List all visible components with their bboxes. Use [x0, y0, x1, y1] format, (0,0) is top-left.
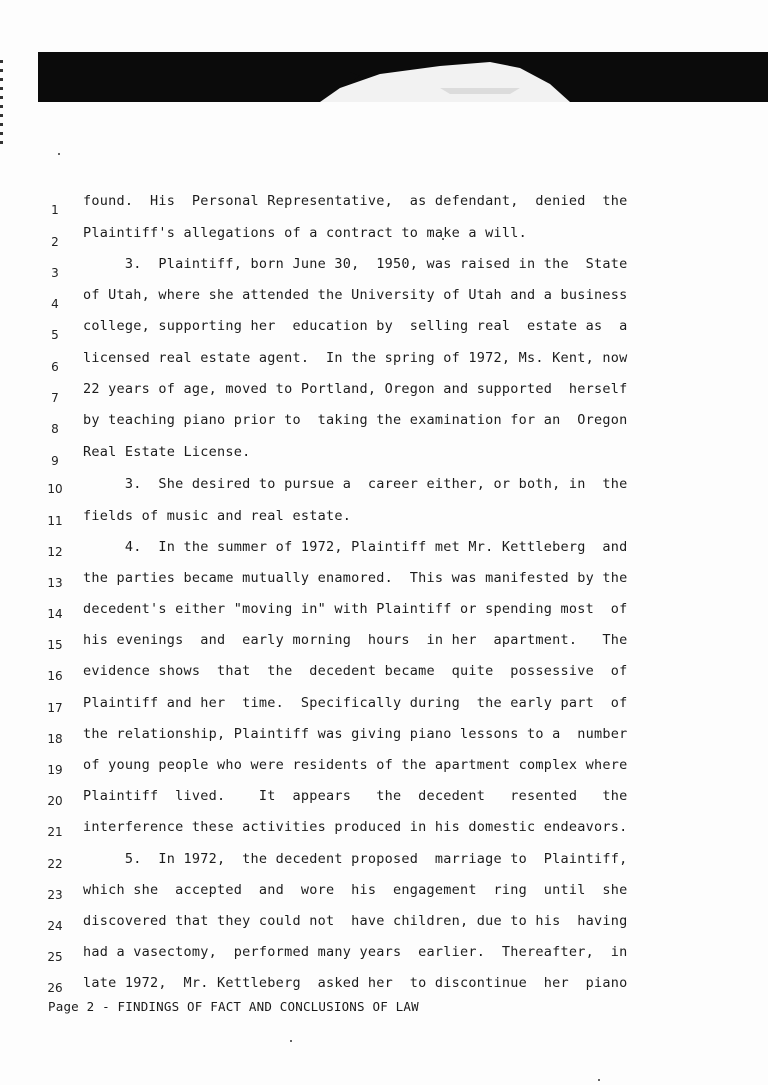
line-text: 3. She desired to pursue a career either, or both, in the	[83, 476, 628, 492]
page-footer: Page 2 - FINDINGS OF FACT AND CONCLUSIONS OF LAW	[48, 999, 419, 1014]
line-text: college, supporting her education by selling real estate as a	[83, 318, 628, 334]
line-number: 10	[47, 482, 63, 496]
document-line	[0, 757, 768, 781]
document-line	[0, 726, 768, 750]
scan-speck	[290, 1040, 292, 1042]
document-line	[0, 975, 768, 999]
line-number: 14	[47, 607, 63, 621]
line-number: 20	[47, 794, 63, 808]
line-text: Plaintiff and her time. Specifically during the early part of	[83, 695, 628, 711]
line-number: 6	[51, 360, 59, 374]
document-line	[0, 570, 768, 594]
line-number: 22	[47, 857, 63, 871]
document-line	[0, 819, 768, 843]
line-text: found. His Personal Representative, as defendant, denied the	[83, 193, 628, 209]
document-line	[0, 695, 768, 719]
line-text: late 1972, Mr. Kettleberg asked her to discontinue her piano	[83, 975, 628, 991]
line-number: 11	[47, 514, 63, 528]
document-line	[0, 193, 768, 217]
line-number: 16	[47, 669, 63, 683]
document-line	[0, 412, 768, 436]
line-text: his evenings and early morning hours in her apartment. The	[83, 632, 628, 648]
scan-edge-artifact	[0, 60, 3, 150]
line-text: evidence shows that the decedent became quite possessive of	[83, 663, 628, 679]
line-text: of young people who were residents of the apartment complex where	[83, 757, 628, 773]
line-text: 22 years of age, moved to Portland, Oregon and supported herself	[83, 381, 628, 397]
line-text: of Utah, where she attended the University of Utah and a business	[83, 287, 628, 303]
line-text: fields of music and real estate.	[83, 508, 352, 524]
document-line	[0, 444, 768, 468]
line-number: 1	[51, 203, 59, 217]
line-number: 5	[51, 328, 59, 342]
line-number: 7	[51, 391, 59, 405]
line-number: 21	[47, 825, 63, 839]
line-number: 25	[47, 950, 63, 964]
line-number: 23	[47, 888, 63, 902]
line-number: 19	[47, 763, 63, 777]
line-number: 12	[47, 545, 63, 559]
line-text: 3. Plaintiff, born June 30, 1950, was raised in the State	[83, 256, 628, 272]
document-line	[0, 632, 768, 656]
line-text: which she accepted and wore his engagement ring until she	[83, 882, 628, 898]
line-number: 9	[51, 454, 59, 468]
document-line	[0, 788, 768, 812]
line-text: 5. In 1972, the decedent proposed marriage to Plaintiff,	[83, 851, 628, 867]
scan-speck	[598, 1079, 600, 1081]
document-line	[0, 882, 768, 906]
document-line	[0, 663, 768, 687]
line-text: decedent's either "moving in" with Plaintiff or spending most of	[83, 601, 628, 617]
line-number: 15	[47, 638, 63, 652]
document-line	[0, 256, 768, 280]
line-number: 13	[47, 576, 63, 590]
document-line	[0, 601, 768, 625]
line-text: Plaintiff lived. It appears the decedent resented the	[83, 788, 628, 804]
document-line	[0, 381, 768, 405]
line-text: the relationship, Plaintiff was giving piano lessons to a number	[83, 726, 628, 742]
document-line	[0, 851, 768, 875]
line-number: 17	[47, 701, 63, 715]
document-line	[0, 508, 768, 532]
line-number: 8	[51, 422, 59, 436]
line-text: Plaintiff's allegations of a contract to make a will.	[83, 225, 528, 241]
line-number: 18	[47, 732, 63, 746]
line-text: discovered that they could not have children, due to his having	[83, 913, 628, 929]
line-number: 2	[51, 235, 59, 249]
document-line	[0, 350, 768, 374]
document-line	[0, 225, 768, 249]
line-text: by teaching piano prior to taking the examination for an Oregon	[83, 412, 628, 428]
line-number: 26	[47, 981, 63, 995]
line-text: 4. In the summer of 1972, Plaintiff met Mr. Kettleberg and	[83, 539, 628, 555]
document-line	[0, 913, 768, 937]
line-number: 4	[51, 297, 59, 311]
line-number: 3	[51, 266, 59, 280]
document-line	[0, 287, 768, 311]
scan-speck	[58, 153, 60, 155]
header-smudge-graphic	[320, 58, 570, 102]
line-text: had a vasectomy, performed many years earlier. Thereafter, in	[83, 944, 628, 960]
line-text: licensed real estate agent. In the spring of 1972, Ms. Kent, now	[83, 350, 628, 366]
line-number: 24	[47, 919, 63, 933]
line-text: the parties became mutually enamored. This was manifested by the	[83, 570, 628, 586]
document-line	[0, 318, 768, 342]
line-text: Real Estate License.	[83, 444, 251, 460]
document-line	[0, 944, 768, 968]
line-text: interference these activities produced in his domestic endeavors.	[83, 819, 628, 835]
document-line	[0, 539, 768, 563]
document-line	[0, 476, 768, 500]
